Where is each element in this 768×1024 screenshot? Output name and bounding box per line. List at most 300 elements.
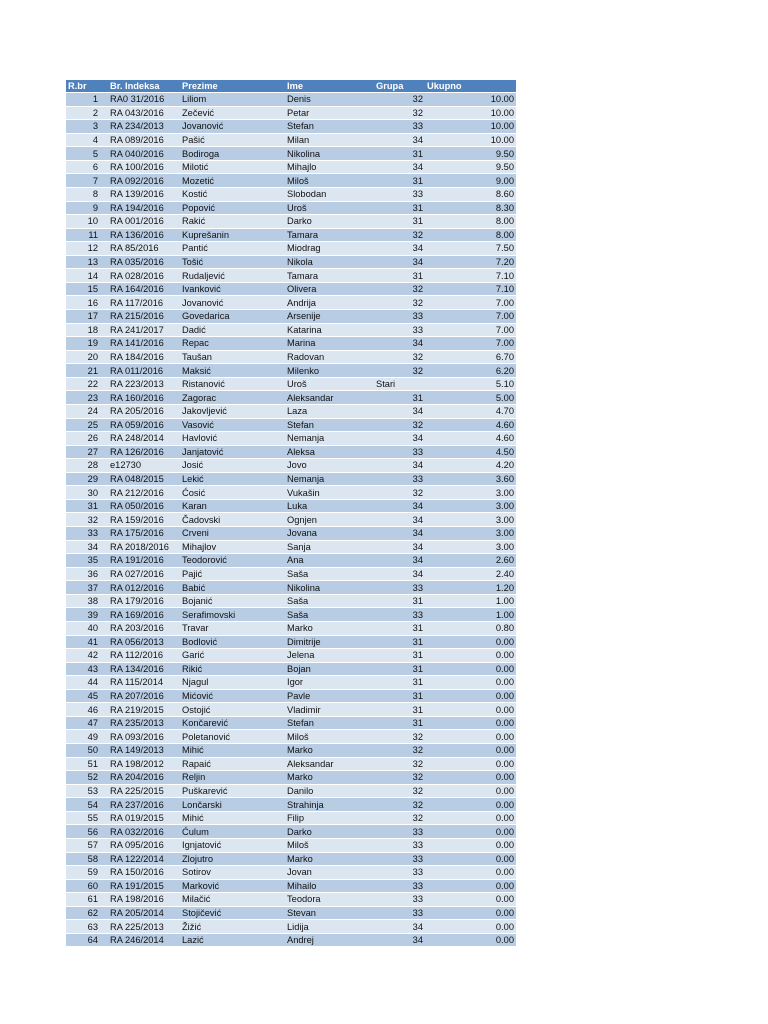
cell-ukupno[interactable]: 0.00 [425, 757, 516, 771]
cell-rbr[interactable]: 12 [66, 242, 108, 256]
cell-prezime[interactable]: Tošić [180, 255, 285, 269]
cell-ukupno[interactable]: 1.00 [425, 608, 516, 622]
cell-grupa[interactable]: 33 [374, 825, 425, 839]
cell-ime[interactable]: Radovan [285, 350, 374, 364]
cell-prezime[interactable]: Reljin [180, 771, 285, 785]
cell-grupa[interactable]: 31 [374, 635, 425, 649]
cell-grupa[interactable]: 34 [374, 242, 425, 256]
cell-index[interactable]: RA 001/2016 [108, 215, 180, 229]
cell-index[interactable]: RA 198/2012 [108, 757, 180, 771]
cell-ime[interactable]: Andrej [285, 933, 374, 947]
cell-index[interactable]: RA 184/2016 [108, 350, 180, 364]
cell-ime[interactable]: Darko [285, 215, 374, 229]
cell-grupa[interactable]: 34 [374, 567, 425, 581]
header-index[interactable]: Br. Indeksa [108, 80, 180, 93]
cell-prezime[interactable]: Zagorac [180, 391, 285, 405]
cell-prezime[interactable]: Čadovski [180, 513, 285, 527]
cell-rbr[interactable]: 39 [66, 608, 108, 622]
cell-ime[interactable]: Marina [285, 337, 374, 351]
cell-rbr[interactable]: 47 [66, 716, 108, 730]
cell-ime[interactable]: Nikola [285, 255, 374, 269]
cell-ukupno[interactable]: 10.00 [425, 106, 516, 120]
cell-index[interactable]: RA 149/2013 [108, 744, 180, 758]
cell-prezime[interactable]: Rudaljević [180, 269, 285, 283]
cell-index[interactable]: RA 136/2016 [108, 228, 180, 242]
cell-ime[interactable]: Teodora [285, 893, 374, 907]
cell-rbr[interactable]: 26 [66, 432, 108, 446]
cell-rbr[interactable]: 43 [66, 662, 108, 676]
cell-ukupno[interactable]: 8.60 [425, 187, 516, 201]
cell-ukupno[interactable]: 6.70 [425, 350, 516, 364]
cell-grupa[interactable]: 33 [374, 310, 425, 324]
cell-ime[interactable]: Olivera [285, 282, 374, 296]
cell-rbr[interactable]: 35 [66, 554, 108, 568]
cell-ime[interactable]: Miodrag [285, 242, 374, 256]
cell-grupa[interactable]: 31 [374, 594, 425, 608]
cell-ukupno[interactable]: 3.60 [425, 472, 516, 486]
cell-index[interactable]: RA 159/2016 [108, 513, 180, 527]
cell-index[interactable]: RA 092/2016 [108, 174, 180, 188]
cell-ukupno[interactable]: 0.00 [425, 771, 516, 785]
cell-index[interactable]: RA 115/2014 [108, 676, 180, 690]
cell-prezime[interactable]: Stojičević [180, 906, 285, 920]
cell-prezime[interactable]: Janjatović [180, 445, 285, 459]
cell-grupa[interactable]: 32 [374, 784, 425, 798]
cell-rbr[interactable]: 63 [66, 920, 108, 934]
cell-grupa[interactable]: 34 [374, 432, 425, 446]
cell-prezime[interactable]: Njagul [180, 676, 285, 690]
cell-prezime[interactable]: Jakovljević [180, 404, 285, 418]
cell-ime[interactable]: Lidija [285, 920, 374, 934]
cell-grupa[interactable]: 34 [374, 933, 425, 947]
cell-prezime[interactable]: Mihić [180, 811, 285, 825]
cell-grupa[interactable]: 32 [374, 93, 425, 107]
cell-grupa[interactable]: 31 [374, 147, 425, 161]
cell-ukupno[interactable]: 0.00 [425, 825, 516, 839]
cell-grupa[interactable]: 33 [374, 120, 425, 134]
cell-prezime[interactable]: Teodorović [180, 554, 285, 568]
cell-ukupno[interactable]: 4.50 [425, 445, 516, 459]
cell-grupa[interactable]: 32 [374, 364, 425, 378]
cell-prezime[interactable]: Jovanović [180, 296, 285, 310]
cell-grupa[interactable]: 31 [374, 621, 425, 635]
cell-prezime[interactable]: Mihić [180, 744, 285, 758]
cell-index[interactable]: RA 027/2016 [108, 567, 180, 581]
cell-rbr[interactable]: 57 [66, 838, 108, 852]
cell-grupa[interactable]: 32 [374, 228, 425, 242]
cell-rbr[interactable]: 38 [66, 594, 108, 608]
cell-prezime[interactable]: Babić [180, 581, 285, 595]
cell-index[interactable]: RA 198/2016 [108, 893, 180, 907]
cell-ime[interactable]: Stefan [285, 716, 374, 730]
cell-prezime[interactable]: Jovanović [180, 120, 285, 134]
cell-prezime[interactable]: Liliom [180, 93, 285, 107]
cell-index[interactable]: RA 179/2016 [108, 594, 180, 608]
cell-index[interactable]: RA 212/2016 [108, 486, 180, 500]
cell-grupa[interactable]: 32 [374, 811, 425, 825]
cell-prezime[interactable]: Pantić [180, 242, 285, 256]
cell-grupa[interactable]: 31 [374, 391, 425, 405]
cell-rbr[interactable]: 4 [66, 133, 108, 147]
cell-ime[interactable]: Igor [285, 676, 374, 690]
cell-rbr[interactable]: 37 [66, 581, 108, 595]
cell-grupa[interactable]: 33 [374, 323, 425, 337]
cell-ukupno[interactable]: 4.70 [425, 404, 516, 418]
cell-rbr[interactable]: 45 [66, 689, 108, 703]
cell-index[interactable]: RA 225/2015 [108, 784, 180, 798]
cell-grupa[interactable]: 34 [374, 404, 425, 418]
cell-prezime[interactable]: Žižić [180, 920, 285, 934]
cell-ime[interactable]: Slobodan [285, 187, 374, 201]
cell-ime[interactable]: Filip [285, 811, 374, 825]
cell-rbr[interactable]: 42 [66, 649, 108, 663]
cell-index[interactable]: RA 203/2016 [108, 621, 180, 635]
cell-rbr[interactable]: 33 [66, 527, 108, 541]
cell-rbr[interactable]: 25 [66, 418, 108, 432]
cell-rbr[interactable]: 46 [66, 703, 108, 717]
cell-index[interactable]: RA 095/2016 [108, 838, 180, 852]
cell-rbr[interactable]: 11 [66, 228, 108, 242]
header-prezime[interactable]: Prezime [180, 80, 285, 93]
cell-grupa[interactable]: 32 [374, 798, 425, 812]
cell-rbr[interactable]: 34 [66, 540, 108, 554]
cell-grupa[interactable]: 32 [374, 486, 425, 500]
cell-ukupno[interactable]: 0.00 [425, 635, 516, 649]
cell-grupa[interactable]: 34 [374, 337, 425, 351]
cell-ukupno[interactable]: 4.60 [425, 432, 516, 446]
cell-rbr[interactable]: 10 [66, 215, 108, 229]
cell-rbr[interactable]: 2 [66, 106, 108, 120]
cell-ime[interactable]: Aleksa [285, 445, 374, 459]
cell-grupa[interactable]: 31 [374, 649, 425, 663]
cell-ime[interactable]: Marko [285, 852, 374, 866]
cell-grupa[interactable]: 34 [374, 133, 425, 147]
cell-ime[interactable]: Milan [285, 133, 374, 147]
cell-ime[interactable]: Stefan [285, 418, 374, 432]
cell-ukupno[interactable]: 0.00 [425, 852, 516, 866]
cell-grupa[interactable]: 32 [374, 744, 425, 758]
cell-prezime[interactable]: Havlović [180, 432, 285, 446]
cell-prezime[interactable]: Dadić [180, 323, 285, 337]
cell-index[interactable]: RA 205/2014 [108, 906, 180, 920]
cell-index[interactable]: RA 246/2014 [108, 933, 180, 947]
cell-ime[interactable]: Arsenije [285, 310, 374, 324]
cell-ime[interactable]: Miloš [285, 838, 374, 852]
cell-ime[interactable]: Stefan [285, 120, 374, 134]
cell-rbr[interactable]: 58 [66, 852, 108, 866]
cell-grupa[interactable]: 34 [374, 527, 425, 541]
cell-ime[interactable]: Nemanja [285, 472, 374, 486]
cell-ukupno[interactable]: 0.00 [425, 798, 516, 812]
cell-ukupno[interactable]: 0.00 [425, 893, 516, 907]
cell-ukupno[interactable]: 0.00 [425, 716, 516, 730]
cell-rbr[interactable]: 1 [66, 93, 108, 107]
cell-rbr[interactable]: 6 [66, 160, 108, 174]
cell-index[interactable]: RA 175/2016 [108, 527, 180, 541]
cell-index[interactable]: RA 215/2016 [108, 310, 180, 324]
cell-grupa[interactable]: 33 [374, 187, 425, 201]
cell-grupa[interactable]: 33 [374, 472, 425, 486]
cell-ukupno[interactable]: 5.10 [425, 377, 516, 391]
cell-ukupno[interactable]: 4.20 [425, 459, 516, 473]
cell-ukupno[interactable]: 10.00 [425, 133, 516, 147]
cell-index[interactable]: RA 85/2016 [108, 242, 180, 256]
cell-prezime[interactable]: Repac [180, 337, 285, 351]
cell-index[interactable]: e12730 [108, 459, 180, 473]
cell-ukupno[interactable]: 7.00 [425, 337, 516, 351]
cell-ime[interactable]: Nikolina [285, 581, 374, 595]
cell-ime[interactable]: Saša [285, 594, 374, 608]
cell-grupa[interactable]: 33 [374, 608, 425, 622]
cell-ime[interactable]: Luka [285, 499, 374, 513]
cell-ukupno[interactable]: 10.00 [425, 120, 516, 134]
cell-index[interactable]: RA 150/2016 [108, 866, 180, 880]
cell-ukupno[interactable]: 8.30 [425, 201, 516, 215]
cell-ime[interactable]: Mihailo [285, 879, 374, 893]
cell-grupa[interactable]: 31 [374, 689, 425, 703]
cell-ukupno[interactable]: 0.00 [425, 676, 516, 690]
cell-prezime[interactable]: Rikić [180, 662, 285, 676]
cell-rbr[interactable]: 16 [66, 296, 108, 310]
cell-index[interactable]: RA 112/2016 [108, 649, 180, 663]
cell-ukupno[interactable]: 3.00 [425, 499, 516, 513]
cell-prezime[interactable]: Pašić [180, 133, 285, 147]
cell-ukupno[interactable]: 1.00 [425, 594, 516, 608]
cell-index[interactable]: RA 219/2015 [108, 703, 180, 717]
cell-ukupno[interactable]: 0.00 [425, 703, 516, 717]
cell-index[interactable]: RA 225/2013 [108, 920, 180, 934]
cell-grupa[interactable]: 32 [374, 757, 425, 771]
cell-grupa[interactable]: 34 [374, 513, 425, 527]
cell-prezime[interactable]: Karan [180, 499, 285, 513]
cell-grupa[interactable]: 34 [374, 540, 425, 554]
cell-index[interactable]: RA 093/2016 [108, 730, 180, 744]
cell-ukupno[interactable]: 3.00 [425, 513, 516, 527]
cell-index[interactable]: RA 235/2013 [108, 716, 180, 730]
cell-index[interactable]: RA 169/2016 [108, 608, 180, 622]
cell-grupa[interactable]: 34 [374, 920, 425, 934]
cell-index[interactable]: RA 100/2016 [108, 160, 180, 174]
cell-rbr[interactable]: 56 [66, 825, 108, 839]
cell-prezime[interactable]: Maksić [180, 364, 285, 378]
cell-grupa[interactable]: 33 [374, 838, 425, 852]
cell-rbr[interactable]: 15 [66, 282, 108, 296]
cell-ime[interactable]: Milenko [285, 364, 374, 378]
cell-rbr[interactable]: 28 [66, 459, 108, 473]
cell-rbr[interactable]: 31 [66, 499, 108, 513]
cell-ime[interactable]: Tamara [285, 269, 374, 283]
cell-ime[interactable]: Jovana [285, 527, 374, 541]
cell-grupa[interactable]: 31 [374, 174, 425, 188]
cell-grupa[interactable]: 33 [374, 879, 425, 893]
cell-rbr[interactable]: 18 [66, 323, 108, 337]
cell-prezime[interactable]: Josić [180, 459, 285, 473]
cell-prezime[interactable]: Serafimovski [180, 608, 285, 622]
cell-prezime[interactable]: Popović [180, 201, 285, 215]
cell-index[interactable]: RA 117/2016 [108, 296, 180, 310]
cell-rbr[interactable]: 59 [66, 866, 108, 880]
cell-ukupno[interactable]: 2.60 [425, 554, 516, 568]
cell-index[interactable]: RA 237/2016 [108, 798, 180, 812]
cell-prezime[interactable]: Milačić [180, 893, 285, 907]
cell-index[interactable]: RA 048/2015 [108, 472, 180, 486]
cell-rbr[interactable]: 8 [66, 187, 108, 201]
cell-ukupno[interactable]: 9.50 [425, 147, 516, 161]
cell-prezime[interactable]: Zečević [180, 106, 285, 120]
cell-prezime[interactable]: Vasović [180, 418, 285, 432]
cell-index[interactable]: RA 035/2016 [108, 255, 180, 269]
cell-prezime[interactable]: Lončarski [180, 798, 285, 812]
cell-ime[interactable]: Uroš [285, 377, 374, 391]
cell-index[interactable]: RA 032/2016 [108, 825, 180, 839]
cell-prezime[interactable]: Končarević [180, 716, 285, 730]
cell-prezime[interactable]: Kuprešanin [180, 228, 285, 242]
cell-rbr[interactable]: 52 [66, 771, 108, 785]
cell-ukupno[interactable]: 0.00 [425, 906, 516, 920]
cell-prezime[interactable]: Ignjatović [180, 838, 285, 852]
cell-prezime[interactable]: Lekić [180, 472, 285, 486]
cell-rbr[interactable]: 64 [66, 933, 108, 947]
cell-ukupno[interactable]: 0.00 [425, 744, 516, 758]
cell-ime[interactable]: Laza [285, 404, 374, 418]
cell-ukupno[interactable]: 0.80 [425, 621, 516, 635]
cell-ukupno[interactable]: 0.00 [425, 920, 516, 934]
cell-prezime[interactable]: Zlojutro [180, 852, 285, 866]
cell-ime[interactable]: Marko [285, 744, 374, 758]
cell-ukupno[interactable]: 3.00 [425, 527, 516, 541]
cell-ime[interactable]: Mihajlo [285, 160, 374, 174]
cell-ukupno[interactable]: 8.00 [425, 215, 516, 229]
cell-rbr[interactable]: 19 [66, 337, 108, 351]
cell-ime[interactable]: Saša [285, 608, 374, 622]
cell-ukupno[interactable]: 1.20 [425, 581, 516, 595]
cell-ukupno[interactable]: 2.40 [425, 567, 516, 581]
cell-prezime[interactable]: Ćosić [180, 486, 285, 500]
cell-index[interactable]: RA 248/2014 [108, 432, 180, 446]
cell-ukupno[interactable]: 9.00 [425, 174, 516, 188]
cell-ukupno[interactable]: 7.10 [425, 282, 516, 296]
cell-grupa[interactable]: 33 [374, 581, 425, 595]
cell-rbr[interactable]: 23 [66, 391, 108, 405]
cell-prezime[interactable]: Marković [180, 879, 285, 893]
cell-rbr[interactable]: 20 [66, 350, 108, 364]
cell-index[interactable]: RA 011/2016 [108, 364, 180, 378]
cell-prezime[interactable]: Crveni [180, 527, 285, 541]
cell-index[interactable]: RA 194/2016 [108, 201, 180, 215]
cell-index[interactable]: RA 234/2013 [108, 120, 180, 134]
cell-grupa[interactable]: 31 [374, 703, 425, 717]
cell-ime[interactable]: Bojan [285, 662, 374, 676]
cell-ime[interactable]: Katarina [285, 323, 374, 337]
cell-rbr[interactable]: 13 [66, 255, 108, 269]
cell-index[interactable]: RA 050/2016 [108, 499, 180, 513]
cell-ime[interactable]: Ognjen [285, 513, 374, 527]
cell-index[interactable]: RA 126/2016 [108, 445, 180, 459]
cell-ime[interactable]: Stevan [285, 906, 374, 920]
cell-ukupno[interactable]: 0.00 [425, 933, 516, 947]
cell-ime[interactable]: Danilo [285, 784, 374, 798]
cell-ukupno[interactable]: 0.00 [425, 811, 516, 825]
cell-grupa[interactable]: 34 [374, 459, 425, 473]
cell-grupa[interactable]: 34 [374, 499, 425, 513]
cell-ukupno[interactable]: 0.00 [425, 784, 516, 798]
cell-ukupno[interactable]: 3.00 [425, 540, 516, 554]
cell-index[interactable]: RA 134/2016 [108, 662, 180, 676]
cell-prezime[interactable]: Kostić [180, 187, 285, 201]
cell-prezime[interactable]: Govedarica [180, 310, 285, 324]
cell-ukupno[interactable]: 4.60 [425, 418, 516, 432]
cell-prezime[interactable]: Ristanović [180, 377, 285, 391]
cell-rbr[interactable]: 3 [66, 120, 108, 134]
cell-ime[interactable]: Aleksandar [285, 757, 374, 771]
cell-grupa[interactable]: 33 [374, 906, 425, 920]
cell-rbr[interactable]: 50 [66, 744, 108, 758]
cell-ime[interactable]: Sanja [285, 540, 374, 554]
cell-rbr[interactable]: 17 [66, 310, 108, 324]
cell-ukupno[interactable]: 0.00 [425, 730, 516, 744]
cell-index[interactable]: RA 205/2016 [108, 404, 180, 418]
cell-grupa[interactable]: 31 [374, 215, 425, 229]
cell-grupa[interactable]: 31 [374, 716, 425, 730]
cell-index[interactable]: RA 2018/2016 [108, 540, 180, 554]
cell-ime[interactable]: Jelena [285, 649, 374, 663]
cell-ime[interactable]: Denis [285, 93, 374, 107]
cell-grupa[interactable]: 31 [374, 269, 425, 283]
cell-ukupno[interactable]: 5.00 [425, 391, 516, 405]
cell-index[interactable]: RA 207/2016 [108, 689, 180, 703]
cell-ime[interactable]: Darko [285, 825, 374, 839]
cell-rbr[interactable]: 14 [66, 269, 108, 283]
cell-rbr[interactable]: 24 [66, 404, 108, 418]
cell-index[interactable]: RA 191/2016 [108, 554, 180, 568]
cell-ime[interactable]: Strahinja [285, 798, 374, 812]
cell-ime[interactable]: Marko [285, 621, 374, 635]
cell-ime[interactable]: Vladimir [285, 703, 374, 717]
cell-index[interactable]: RA 139/2016 [108, 187, 180, 201]
cell-grupa[interactable]: Stari [374, 377, 425, 391]
cell-index[interactable]: RA 040/2016 [108, 147, 180, 161]
cell-grupa[interactable]: 33 [374, 852, 425, 866]
cell-ukupno[interactable]: 0.00 [425, 838, 516, 852]
cell-ime[interactable]: Nikolina [285, 147, 374, 161]
cell-grupa[interactable]: 32 [374, 418, 425, 432]
cell-prezime[interactable]: Milotić [180, 160, 285, 174]
cell-prezime[interactable]: Lazić [180, 933, 285, 947]
cell-ime[interactable]: Pavle [285, 689, 374, 703]
cell-ime[interactable]: Vukašin [285, 486, 374, 500]
cell-ime[interactable]: Tamara [285, 228, 374, 242]
cell-index[interactable]: RA 012/2016 [108, 581, 180, 595]
cell-prezime[interactable]: Rakić [180, 215, 285, 229]
cell-rbr[interactable]: 5 [66, 147, 108, 161]
cell-index[interactable]: RA 164/2016 [108, 282, 180, 296]
cell-grupa[interactable]: 32 [374, 350, 425, 364]
cell-prezime[interactable]: Puškarević [180, 784, 285, 798]
cell-prezime[interactable]: Sotirov [180, 866, 285, 880]
cell-rbr[interactable]: 54 [66, 798, 108, 812]
cell-grupa[interactable]: 33 [374, 445, 425, 459]
cell-index[interactable]: RA 043/2016 [108, 106, 180, 120]
header-ime[interactable]: Ime [285, 80, 374, 93]
cell-index[interactable]: RA 028/2016 [108, 269, 180, 283]
cell-prezime[interactable]: Ćulum [180, 825, 285, 839]
cell-rbr[interactable]: 44 [66, 676, 108, 690]
cell-grupa[interactable]: 33 [374, 893, 425, 907]
cell-prezime[interactable]: Travar [180, 621, 285, 635]
header-grupa[interactable]: Grupa [374, 80, 425, 93]
cell-index[interactable]: RA 160/2016 [108, 391, 180, 405]
cell-ukupno[interactable]: 7.50 [425, 242, 516, 256]
